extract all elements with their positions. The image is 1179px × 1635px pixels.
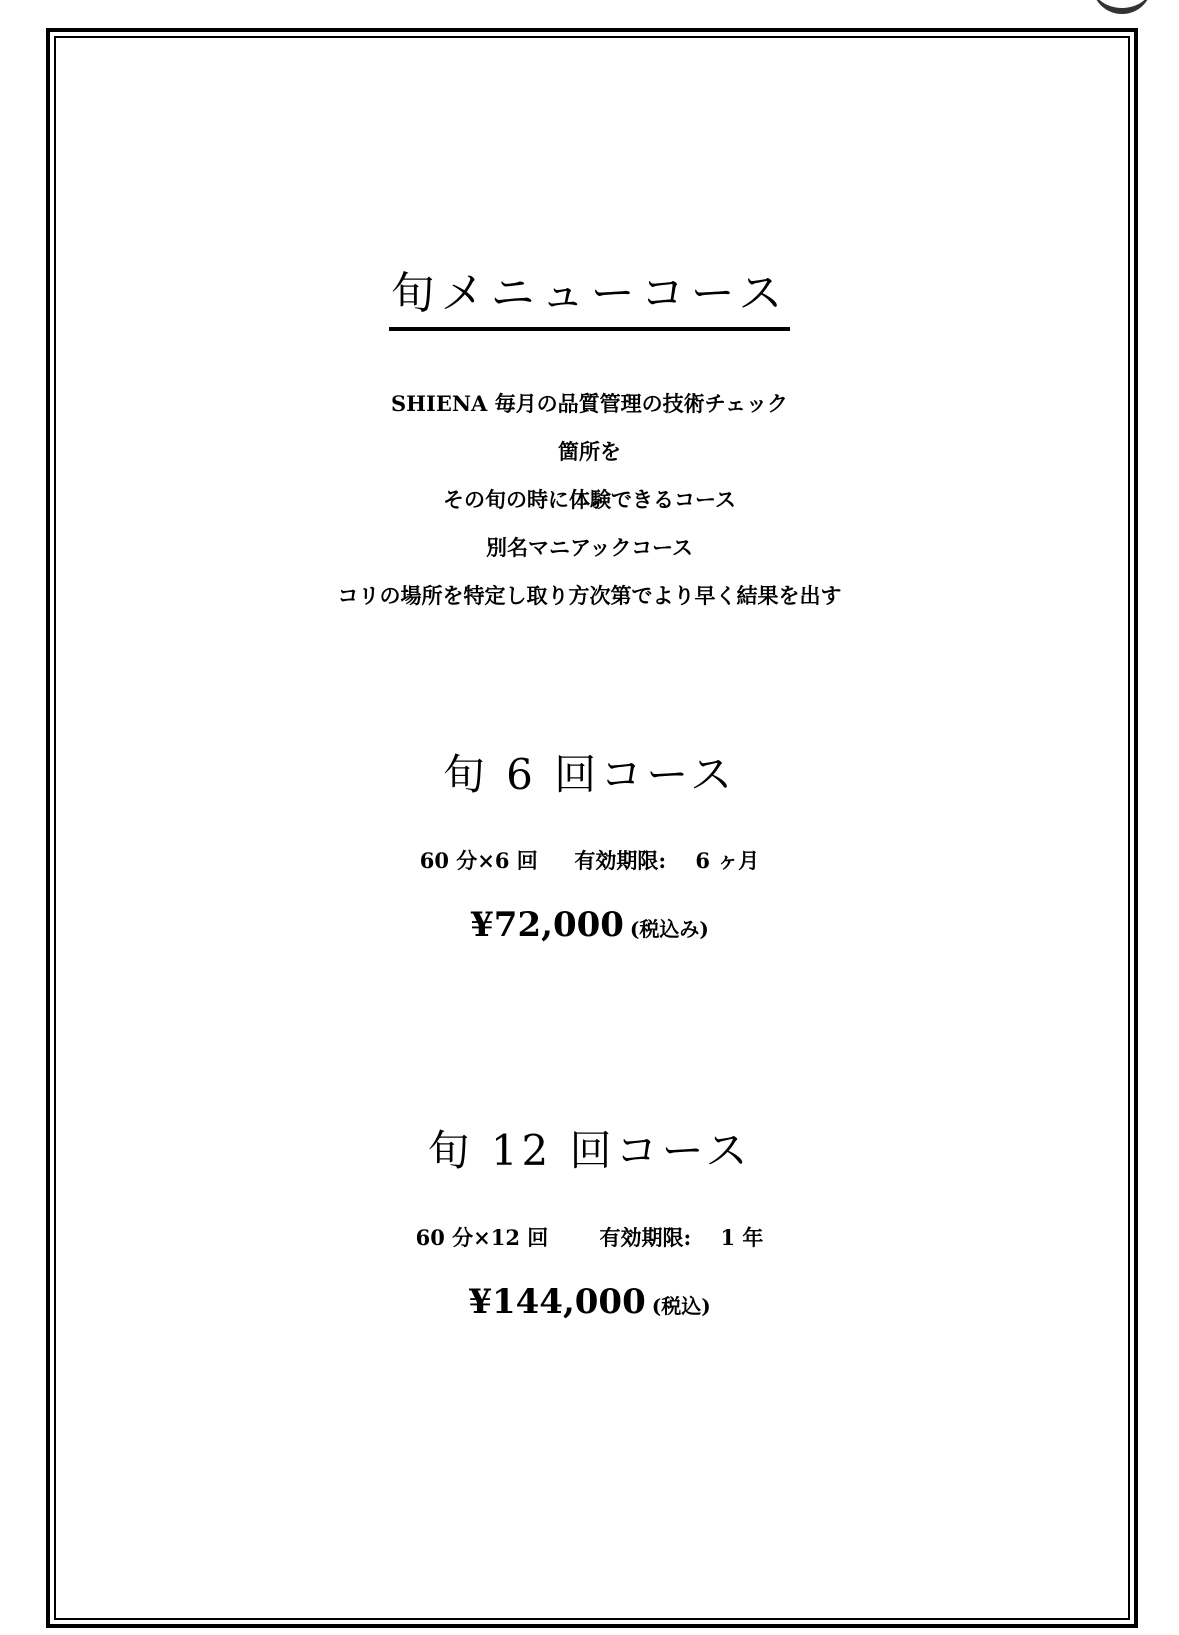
course-6-price-amount: ¥72,000 xyxy=(470,905,624,945)
course-12-detail: 60 分×12 回 有効期限: 1 年 xyxy=(415,1225,764,1250)
course-6-tax-note: (税込み) xyxy=(629,917,709,941)
page-title: 旬メニューコース xyxy=(389,268,791,331)
corner-decoration xyxy=(1092,0,1152,14)
course-description xyxy=(0,380,1179,620)
course-6-detail: 60 分×6 回 有効期限: 6 ヶ月 xyxy=(419,848,760,873)
description-line: 別名マニアックコース xyxy=(485,535,694,560)
description-line: コリの場所を特定し取り方次第でより早く結果を出す xyxy=(337,583,842,608)
course-12-title: 旬 12 回コース xyxy=(427,1126,752,1175)
course-12-price-amount: ¥144,000 xyxy=(468,1282,646,1322)
course-12-tax-note: (税込) xyxy=(651,1294,711,1318)
course-6-title: 旬 6 回コース xyxy=(442,750,737,799)
description-line: その旬の時に体験できるコース xyxy=(443,487,736,512)
page-title-wrap xyxy=(0,268,1179,331)
course-6-price xyxy=(0,905,1179,945)
course-12-price xyxy=(0,1282,1179,1322)
description-line: 箇所を xyxy=(558,439,621,464)
description-line: SHIENA 毎月の品質管理の技術チェック xyxy=(390,391,788,416)
